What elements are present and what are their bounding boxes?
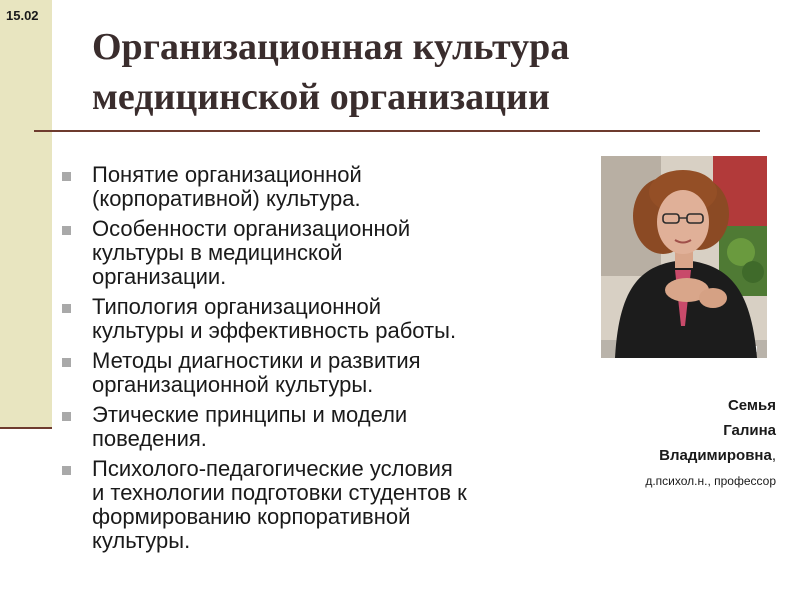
author-first-name: Галина (723, 422, 776, 439)
topic-item-line: Понятие организационной (92, 162, 362, 187)
author-patronymic-line (556, 443, 776, 468)
author-surname: Семья (727, 397, 776, 414)
topic-item-line: организационной культуры. (92, 372, 374, 397)
bullet-square-icon (62, 172, 71, 181)
topic-item-line: культуры в медицинской (92, 240, 343, 265)
author-photo (601, 156, 767, 358)
topic-item (56, 457, 556, 553)
topic-item-line: Особенности организационной (92, 216, 411, 241)
topic-item-line: культуры. (92, 528, 191, 553)
bullet-square-icon (62, 304, 71, 313)
topic-item (56, 295, 556, 343)
side-accent-rule (0, 427, 52, 429)
author-separator: , (771, 447, 776, 464)
topic-item-line: поведения. (92, 426, 207, 451)
bullet-square-icon (62, 412, 71, 421)
topic-list (56, 163, 556, 559)
topic-item-line: организации. (92, 264, 227, 289)
author-patronymic: Владимировна (659, 447, 772, 464)
title-line-1: Организационная культура (92, 26, 570, 68)
topic-item-line: Методы диагностики и развития (92, 348, 421, 373)
author-portrait-image (601, 156, 767, 358)
title-line-2: медицинской организации (92, 76, 550, 118)
topic-item-line: Типология организационной (92, 294, 382, 319)
bullet-square-icon (62, 358, 71, 367)
topic-item-line: и технологии подготовки студентов к (92, 480, 467, 505)
topic-item-line: (корпоративной) культура. (92, 186, 361, 211)
bullet-square-icon (62, 466, 71, 475)
topic-item (56, 163, 556, 211)
side-accent-bar (0, 0, 52, 428)
topic-item-line: культуры и эффективность работы. (92, 318, 457, 343)
author-credentials: д.психол.н., профессор (645, 474, 776, 488)
topic-item-line: Этические принципы и модели (92, 402, 408, 427)
slide-title (92, 22, 752, 122)
topic-item (56, 349, 556, 397)
topic-item-line: Психолого-педагогические условия (92, 456, 453, 481)
title-divider (34, 130, 760, 132)
bullet-square-icon (62, 226, 71, 235)
author-caption (556, 393, 776, 491)
slide-number: 15.02 (6, 8, 39, 23)
topic-item-line: формированию корпоративной (92, 504, 411, 529)
topic-item (56, 403, 556, 451)
topic-item (56, 217, 556, 289)
